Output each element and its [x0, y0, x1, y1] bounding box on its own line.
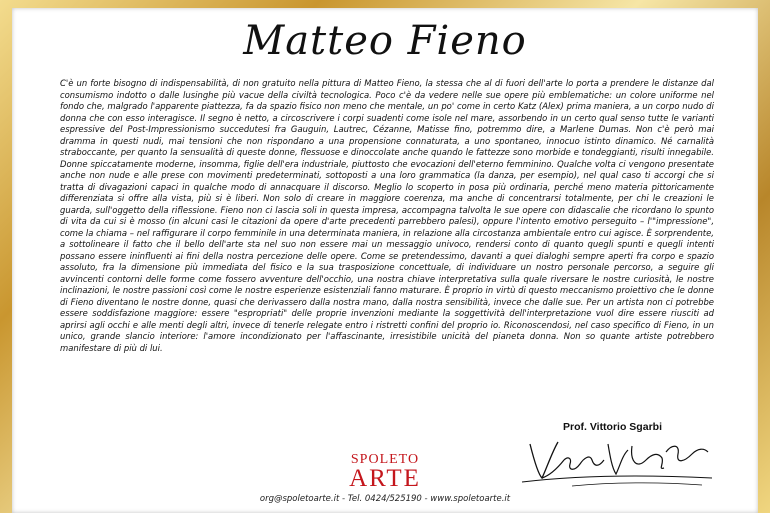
logo-line-arte: ARTE [349, 465, 421, 492]
spoleto-arte-logo [12, 452, 758, 491]
document-page [12, 8, 758, 513]
signature-name: Prof. Vittorio Sgarbi [563, 421, 662, 433]
contact-line: org@spoletoarte.it - Tel. 0424/525190 - www.spoletoarte.it [259, 494, 511, 504]
body-text: C'è un forte bisogno di indispensabilità, di non gratuito nella pittura di Matteo Fieno, la stessa che al di fuori dell'arte lo porta a prendere le distanze dal consumismo indotto o dalle lusinghe più vacue della civiltà tecnologica. Poco c'è da vedere nelle sue opere più emblematiche: un colore uniforme nel fondo che, malgrado l'apparente piattezza, fa da spazio fisico non meno che mentale, un po' come in certo Katz (Alex) prima maniera, a un corpo nudo di donna che con esso interagisce. Il segno è netto, a circoscrivere i corpi suadenti come isole nel mare, assorbendo in un certo qual senso tutte le varianti espressive del Post-Impressionismo succedutesi fra Gauguin, Lautrec, Cézanne, Matisse fino, potremmo dire, a Marlene Dumas. Non c'è però mai dramma in questi nudi, mai tensioni che non rispondano a una propensione connaturata, a uno spontaneo, innocuo istinto dinamico. Né carnalità straboccante, per quanto la sensualità di queste donne, flessuose e dinoccolate anche quando le fattezze sono morbide e tondeggianti, risulti innegabile. Donne spiccatamente moderne, insomma, figlie dell'era industriale, piuttosto che evocazioni dell'eterno femminino. Qualche volta ci vengono presentate anche non nude e alle prese con movimenti predeterminati, sottoposti a una loro grammatica (la danza, per esempio), nel qual caso ti accorgi che si tratta di divagazioni capaci in qualche modo di annacquare il discorso. Meglio lo scoperto in posa più ordinaria, perché meno materia pittoricamente differenziata si offre alla vista, più si è liberi. Non solo di creare in maggiore coerenza, ma anche di concentrarsi totalmente, per chi le creazioni le guarda, sull'oggetto della riflessione. Fieno non ci lascia soli in questa impresa, accompagna talvolta le sue opere con didascalie che ricordano lo spunto di vita da cui si è mosso (in alcuni casi le citazioni da opere d'arte precedenti parrebbero palesi), oppure l'intento emotivo perseguito – l'"impressione", come la chiama – nel raffigurare il corpo femminile in una determinata maniera, in relazione alla circostanza ambientale entro cui agisce. È sorprendente, a sottolineare il fatto che il bello dell'arte sta nel suo non essere mai un messaggio univoco, rendersi conto di quanto quegli spunti e quegli intenti possano essere ininfluenti ai fini della nostra percezione delle opere. Come se pretendessimo, davanti a quei dialoghi sempre aperti fra corpo e spazio assoluto, fra la dimensione più immediata del fisico e la sua trasposizione concettuale, di individuare un nostro personale percorso, a seguire gli avvincenti contorni delle forme come fossero avventure dell'occhio, una nostra chiave interpretativa sulla quale riversare le nostre curiosità, le nostre inclinazioni, le nostre passioni così come le nostre esperienze esistenziali fanno maturare. È proprio in virtù di questo meccanismo proiettivo che le donne di Fieno diventano le nostre donne, quasi che derivassero dalla nostra mano, dalla nostra sensibilità, invece che dalle sue. Per un artista non ci potrebbe essere soddisfazione maggiore: essere "espropriati" delle proprie invenzioni mediante la soggettività dell'interpretazione vuol dire essere riusciti ad aprirsi agli occhi e alle menti degli altri, invece di tenerle relegate entro i ristretti confini del proprio io. Riconoscendosi, nel caso specifico di Fieno, in un unico, grande slancio interiore: l'amore incondizionato per l'affascinante, irresistibile unicità del pianeta donna. Non so quante artiste potrebbero manifestare di più di lui. [60, 78, 714, 353]
document-title: Matteo Fieno [243, 18, 527, 64]
logo-line-spoleto: SPOLETO [350, 452, 420, 467]
